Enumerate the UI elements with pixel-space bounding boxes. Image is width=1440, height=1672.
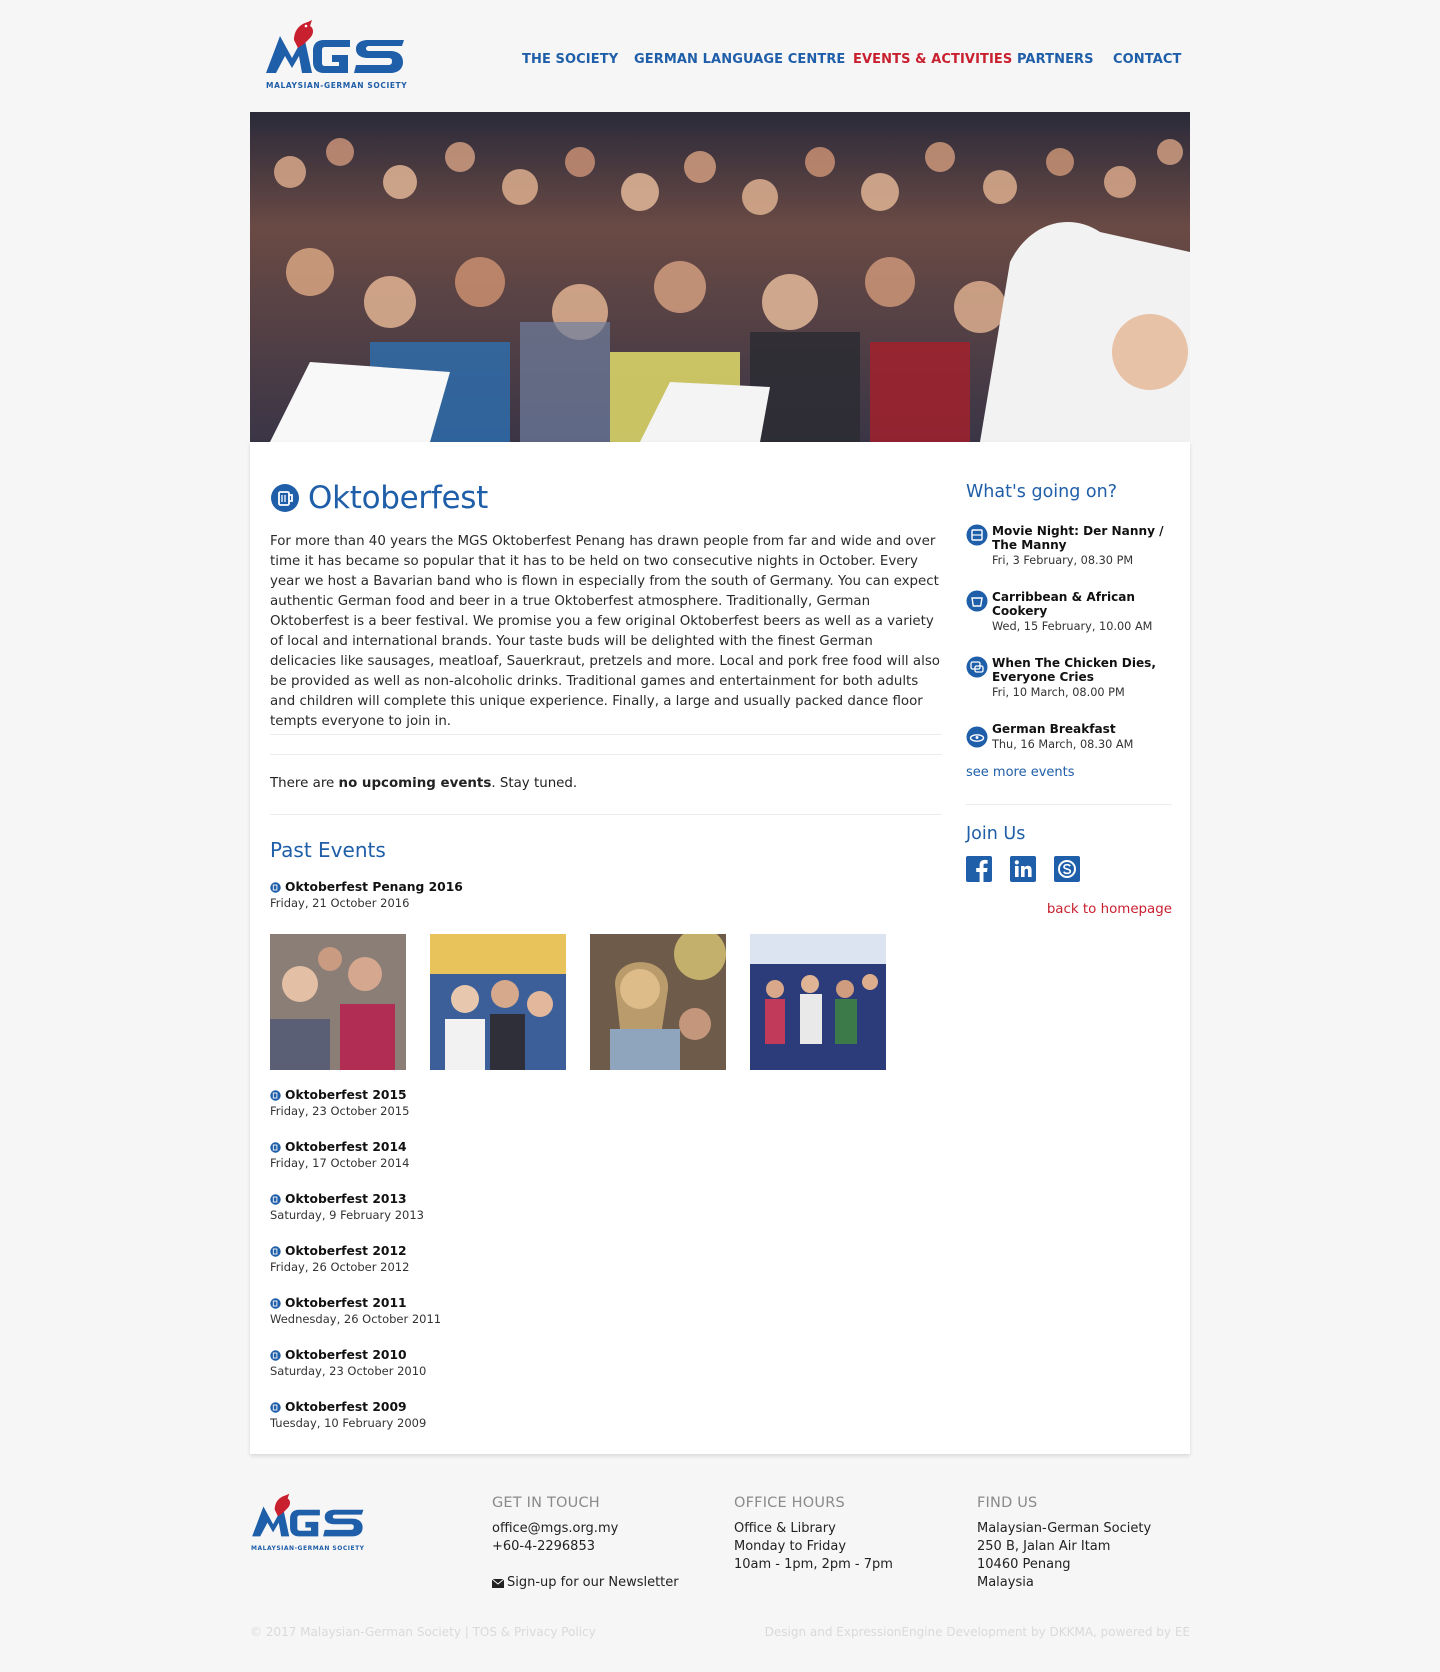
credits-text[interactable]: Design and ExpressionEngine Development by DKKMA, powered by EE xyxy=(764,1625,1190,1639)
whats-going-on-title: What's going on? xyxy=(966,482,1117,502)
past-event-item[interactable] xyxy=(270,880,463,910)
footer-address-line: Malaysia xyxy=(977,1575,1034,1590)
footer-hours-line: Monday to Friday xyxy=(734,1539,847,1554)
newsletter-signup-label: Sign-up for our Newsletter xyxy=(507,1575,679,1590)
beer-mug-icon xyxy=(270,1402,281,1413)
content-card xyxy=(250,442,1190,1454)
past-event-name[interactable]: Oktoberfest 2011 xyxy=(285,1296,407,1310)
breakfast-plate-icon xyxy=(966,726,988,748)
past-event-date: Friday, 26 October 2012 xyxy=(270,1260,410,1274)
logo-subtext: MALAYSIAN-GERMAN SOCIETY xyxy=(266,81,408,90)
upcoming-event-date: Thu, 16 March, 08.30 AM xyxy=(992,738,1134,751)
mgs-logo[interactable] xyxy=(264,18,409,94)
past-event-name[interactable]: Oktoberfest 2014 xyxy=(285,1140,407,1154)
footer-contact xyxy=(492,1494,679,1592)
upcoming-event-title[interactable]: Carribbean & African Cookery xyxy=(992,590,1136,618)
beer-mug-icon xyxy=(270,1194,281,1205)
nav-contact[interactable]: CONTACT xyxy=(1113,52,1182,67)
copyright-text[interactable]: © 2017 Malaysian-German Society | TOS & Privacy Policy xyxy=(250,1625,596,1639)
divider xyxy=(270,754,942,755)
page-title: Oktoberfest xyxy=(308,480,488,516)
footer-address-line: 250 B, Jalan Air Itam xyxy=(977,1539,1111,1554)
beer-mug-icon xyxy=(270,882,281,893)
logo-mark-icon xyxy=(264,18,409,80)
see-more-events-link[interactable]: see more events xyxy=(966,765,1075,780)
intro-text: For more than 40 years the MGS Oktoberfest Penang has drawn people from far and wide and over time it has became so popular that it has to be held on two consecutive nights in October. Every year we host a Bavarian band who is flown in especially from the south of Germany. You can expect authentic German food and beer in a true Oktoberfest atmosphere. Traditionally, German Oktoberfest is a beer festival. We promise you a few original Oktoberfest beers as well as a variety of local and international brands. Your taste buds will be delighted with the finest German delicacies like sausages, meatloaf, Sauerkraut, pretzels and more. Local and pork free food will also be provided as well as non-alcoholic drinks. Traditional games and entertainment for both adults and children will complete this unique experience. Finally, a large and usually packed dance floor tempts everyone to join in. xyxy=(270,534,940,729)
divider xyxy=(270,814,942,815)
newsletter-signup-link[interactable] xyxy=(492,1574,679,1592)
divider xyxy=(270,734,942,735)
footer-find-us xyxy=(977,1494,1151,1592)
past-event-date: Saturday, 23 October 2010 xyxy=(270,1364,427,1378)
photo-icon xyxy=(750,934,886,1070)
upcoming-event-title[interactable]: German Breakfast xyxy=(992,722,1116,736)
footer-email-link[interactable]: office@mgs.org.my xyxy=(492,1521,619,1536)
footer-hours-line: 10am - 1pm, 2pm - 7pm xyxy=(734,1557,893,1572)
join-us-title: Join Us xyxy=(966,824,1026,844)
gallery-thumbnail[interactable] xyxy=(270,934,406,1070)
upcoming-event-date: Wed, 15 February, 10.00 AM xyxy=(992,620,1153,633)
photo-icon xyxy=(590,934,726,1070)
past-events-title: Past Events xyxy=(270,838,386,862)
past-event-date: Friday, 21 October 2016 xyxy=(270,896,410,910)
beer-mug-icon xyxy=(270,1142,281,1153)
past-event-item[interactable] xyxy=(270,1296,441,1326)
footer-hours-line: Office & Library xyxy=(734,1521,836,1536)
beer-mug-icon xyxy=(270,1246,281,1257)
upcoming-event-item[interactable] xyxy=(966,524,1172,567)
no-upcoming-events-text: There are no upcoming events. Stay tuned. xyxy=(270,776,578,791)
past-event-item[interactable] xyxy=(270,1244,409,1274)
no-upcoming-events-bold: no upcoming events xyxy=(338,776,492,791)
upcoming-event-item[interactable] xyxy=(966,590,1172,633)
past-event-name[interactable]: Oktoberfest 2013 xyxy=(285,1192,407,1206)
facebook-link[interactable] xyxy=(966,856,992,882)
hero-image xyxy=(250,112,1190,442)
past-event-item[interactable] xyxy=(270,1348,426,1378)
upcoming-event-item[interactable] xyxy=(966,656,1172,699)
past-event-item[interactable] xyxy=(270,1088,409,1118)
photo-icon xyxy=(270,934,406,1070)
gallery-thumbnail[interactable] xyxy=(590,934,726,1070)
facebook-icon xyxy=(966,856,992,882)
nav-the-society[interactable]: THE SOCIETY xyxy=(522,52,619,67)
footer-hours-title: OFFICE HOURS xyxy=(734,1495,845,1511)
envelope-icon xyxy=(492,1579,504,1588)
page-title-row xyxy=(270,480,488,516)
nav-german-language-centre[interactable]: GERMAN LANGUAGE CENTRE xyxy=(634,52,846,67)
linkedin-link[interactable] xyxy=(1010,856,1036,882)
past-event-date: Wednesday, 26 October 2011 xyxy=(270,1312,442,1326)
footer-office-hours xyxy=(734,1494,893,1574)
crowd-photo-icon xyxy=(250,112,1190,442)
footer-logo-subtext: MALAYSIAN-GERMAN SOCIETY xyxy=(251,1545,365,1552)
footer-address-line: Malaysian-German Society xyxy=(977,1521,1152,1536)
divider xyxy=(966,804,1172,805)
skype-link[interactable] xyxy=(1054,856,1080,882)
footer-address-line: 10460 Penang xyxy=(977,1557,1071,1572)
past-event-item[interactable] xyxy=(270,1400,426,1430)
beer-mug-icon xyxy=(270,1298,281,1309)
skype-icon xyxy=(1054,856,1080,882)
upcoming-event-date: Fri, 3 February, 08.30 PM xyxy=(992,554,1134,567)
past-event-name[interactable]: Oktoberfest 2009 xyxy=(285,1400,407,1414)
past-event-date: Friday, 17 October 2014 xyxy=(270,1156,410,1170)
back-to-homepage-link[interactable]: back to homepage xyxy=(1046,902,1172,917)
cooking-pot-icon xyxy=(966,590,988,612)
beer-mug-icon xyxy=(270,1090,281,1101)
upcoming-event-title[interactable]: Movie Night: Der Nanny / The Manny xyxy=(992,524,1164,552)
past-event-item[interactable] xyxy=(270,1192,424,1222)
nav-partners[interactable]: PARTNERS xyxy=(1017,52,1094,67)
gallery-thumbnail[interactable] xyxy=(430,934,566,1070)
past-event-date: Friday, 23 October 2015 xyxy=(270,1104,410,1118)
beer-mug-icon xyxy=(270,483,300,513)
past-event-item[interactable] xyxy=(270,1140,409,1170)
past-event-name[interactable]: Oktoberfest Penang 2016 xyxy=(285,880,463,894)
footer-contact-title: GET IN TOUCH xyxy=(492,1495,600,1511)
past-event-name[interactable]: Oktoberfest 2015 xyxy=(285,1088,407,1102)
upcoming-event-title[interactable]: When The Chicken Dies, Everyone Cries xyxy=(992,656,1156,684)
upcoming-event-date: Fri, 10 March, 08.00 PM xyxy=(992,686,1125,699)
logo-mark-icon xyxy=(250,1492,368,1542)
beer-mug-icon xyxy=(270,1350,281,1361)
theatre-chat-icon xyxy=(966,656,988,678)
upcoming-event-item[interactable] xyxy=(966,722,1172,751)
social-links xyxy=(966,856,1098,882)
footer-find-title: FIND US xyxy=(977,1495,1038,1511)
footer-phone: +60-4-2296853 xyxy=(492,1539,595,1554)
past-event-date: Saturday, 9 February 2013 xyxy=(270,1208,424,1222)
footer-logo[interactable] xyxy=(250,1492,368,1554)
past-event-date: Tuesday, 10 February 2009 xyxy=(270,1416,427,1430)
past-event-name[interactable]: Oktoberfest 2012 xyxy=(285,1244,407,1258)
film-icon xyxy=(966,524,988,546)
linkedin-icon xyxy=(1010,856,1036,882)
gallery-thumbnail[interactable] xyxy=(750,934,886,1070)
photo-icon xyxy=(430,934,566,1070)
past-event-name[interactable]: Oktoberfest 2010 xyxy=(285,1348,407,1362)
nav-events-activities[interactable]: EVENTS & ACTIVITIES xyxy=(853,52,1013,67)
